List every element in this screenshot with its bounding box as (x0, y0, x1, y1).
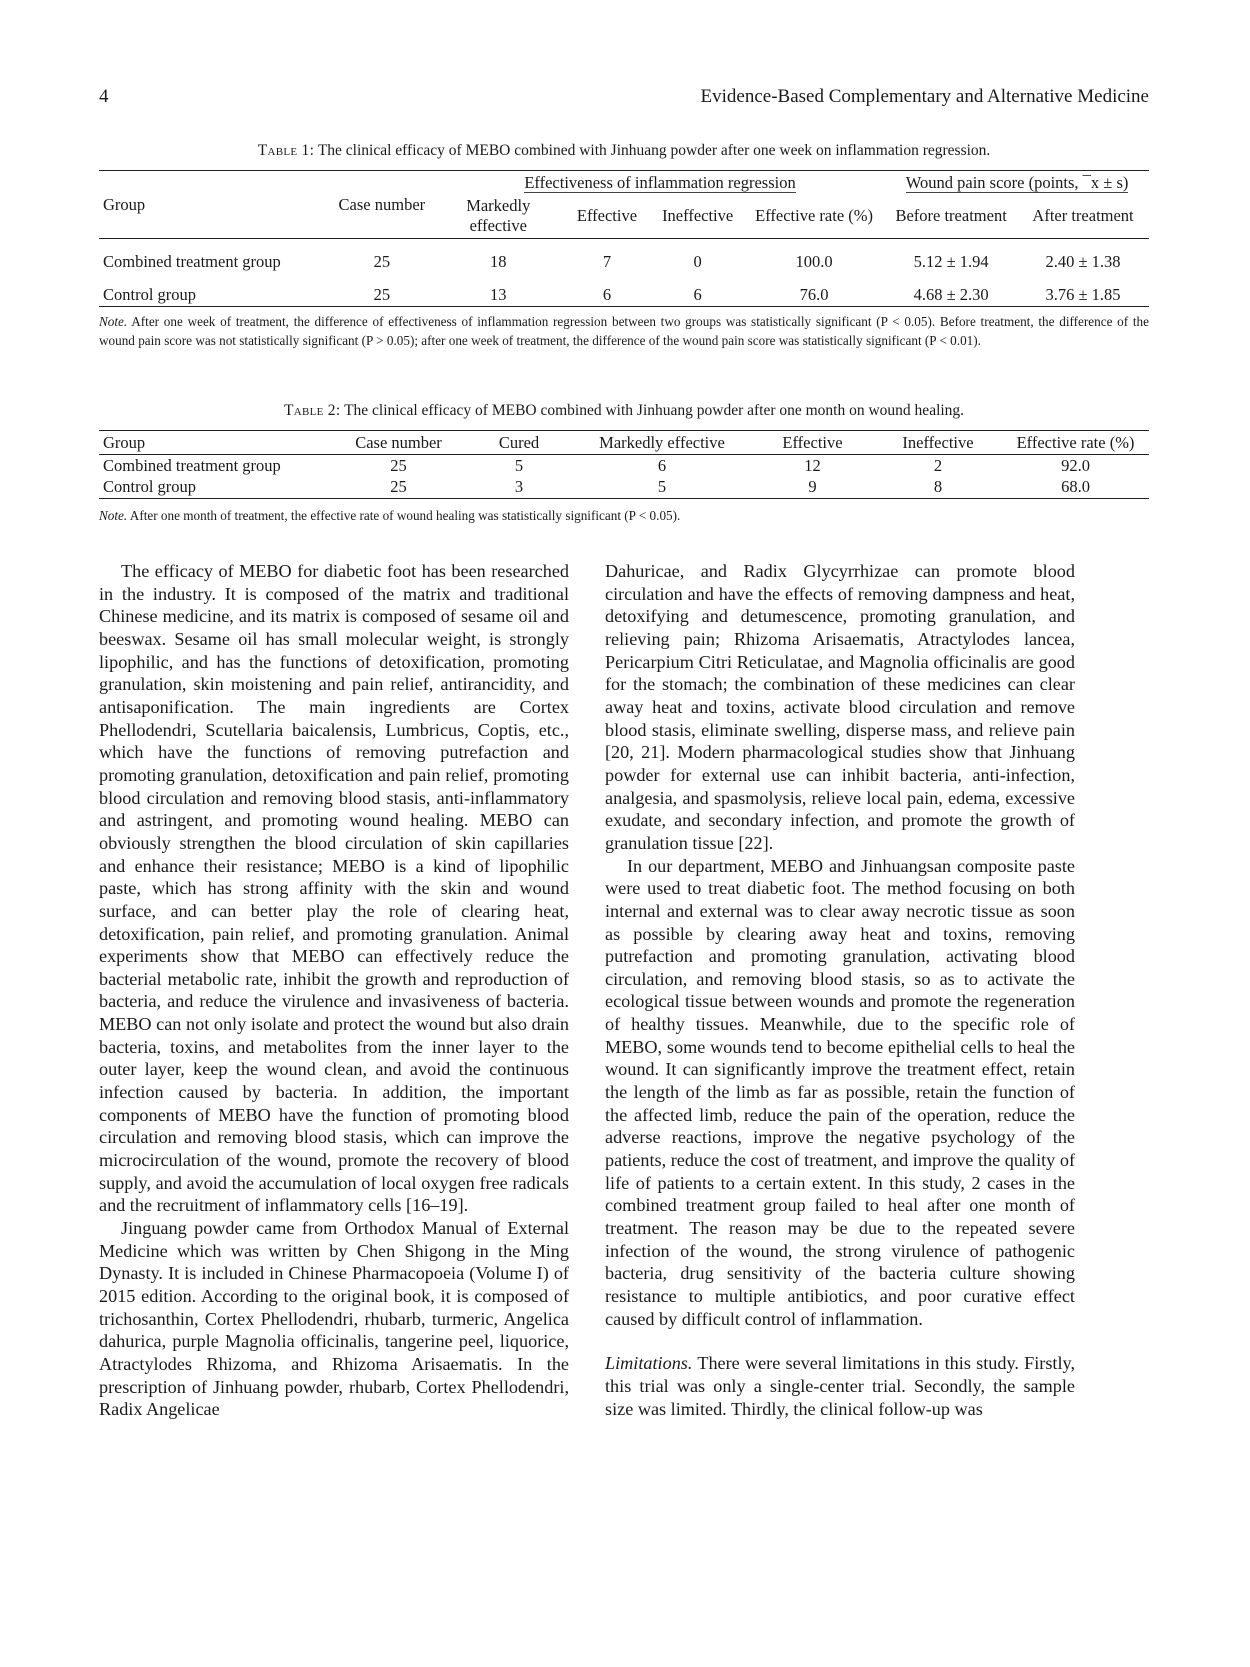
t2-head-group: Group (99, 431, 332, 455)
t1-r1-effective: 7 (602, 251, 612, 271)
t2-r2-effective: 9 (751, 477, 874, 499)
table1-caption (99, 142, 1149, 160)
t2-head-rate: Effective rate (%) (1002, 431, 1149, 455)
t1-r2-ineffective: 6 (652, 285, 743, 307)
paragraph-department-method: In our department, MEBO and Jinhuangsan composite paste were used to treat diabetic foot. The method focusing on both internal and external was to clear away necrotic tissue as soon as possible by clearing away heat and toxins, removing putrefaction and promoting granulation, activating blood circulation, and removing blood stasis, so as to activate the ecological tissue between wounds and promote the regeneration of healthy tissues. Meanwhile, due to the specific role of MEBO, some wounds tend to become epithelial cells to heal the wound. It can significantly improve the treatment effect, retain the length of the limb as far as possible, retain the function of the affected limb, reduce the pain of the operation, reduce the adverse reactions, improve the negative psychology of the patients, reduce the cost of treatment, and improve the quality of life of patients to a certain extent. In this study, 2 cases in the combined treatment group failed to heal after one month of treatment. The reason may be due to the repeated severe infection of the wound, the strong virulence of pathogenic bacteria, drug sensitivity of the bacteria culture showing resistance to multiple antibiotics, and poor curative effect caused by difficult control of inflammation. (605, 855, 1075, 1329)
table-row (99, 285, 1149, 307)
page-number: 4 (99, 86, 109, 107)
t1-r2-markedly: 13 (435, 285, 562, 307)
t1-r2-after: 3.76 ± 1.85 (1017, 285, 1149, 307)
t1-head-before: Before treatment (895, 206, 1007, 226)
table1 (99, 170, 1149, 307)
t2-r2-markedly: 5 (573, 477, 751, 499)
paragraph-prescription-effects: Dahuricae, and Radix Glycyrrhizae can promote blood circulation and have the effects of removing dampness and heat, detoxifying and detumescence, promoting granulation, and relieving pain; Rhizoma Arisaematis, Atractylodes lancea, Pericarpium Citri Reticulatae, and Magnolia officinalis are good for the stomach; the combination of these medicines can clear away heat and toxins, activate blood circulation and remove blood stasis, eliminate swelling, disperse mass, and relieve pain [20, 21]. Modern pharmacological studies show that Jinhuang powder for external use can inhibit bacteria, anti-infection, analgesia, and spasmolysis, relieve local pain, edema, excessive exudate, and secondary infection, and promote the growth of granulation tissue [22]. (605, 561, 1075, 853)
t1-r1-before: 5.12 ± 1.94 (913, 251, 989, 271)
t2-r2-rate: 68.0 (1002, 477, 1149, 499)
left-column (99, 560, 569, 1421)
t1-r2-group: Control group (99, 285, 329, 307)
table2-note-label: Note. (99, 508, 128, 523)
t1-r1-after: 2.40 ± 1.38 (1045, 251, 1121, 271)
table1-caption-text: The clinical efficacy of MEBO combined with Jinhuang powder after one week on inflammation regression. (317, 142, 991, 159)
table1-note-label: Note. (99, 314, 128, 329)
t2-head-markedly: Markedly effective (573, 431, 751, 455)
t1-r2-before: 4.68 ± 2.30 (885, 285, 1017, 307)
t2-head-effective: Effective (751, 431, 874, 455)
paragraph-limitations (605, 1352, 1075, 1420)
t2-head-case: Case number (332, 431, 465, 455)
t2-r1-group: Combined treatment group (103, 455, 281, 475)
table1-label: Table 1: (257, 142, 315, 159)
table-row (99, 477, 1149, 499)
t2-r1-cured: 5 (514, 455, 524, 475)
t2-r1-effective: 12 (804, 455, 821, 475)
table-row (99, 239, 1149, 285)
limitations-text: There were several limitations in this study. Firstly, this trial was only a single-center trial. Secondly, the sample size was limited. Thirdly, the clinical follow-up was (605, 1353, 1075, 1419)
t1-head-pain: Wound pain score (points, ¯x ± s) (885, 171, 1149, 195)
table2-note (99, 506, 1149, 525)
limitations-label: Limitations. (605, 1353, 693, 1374)
right-column (605, 560, 1075, 1420)
t2-r1-rate: 92.0 (1061, 455, 1090, 475)
t2-r1-n: 25 (390, 455, 407, 475)
t2-r1-markedly: 6 (657, 455, 667, 475)
t2-r2-ineffective: 8 (874, 477, 1002, 499)
t1-r1-ineffective: 0 (693, 251, 702, 271)
t1-r2-rate: 76.0 (743, 285, 885, 307)
t2-r2-group: Control group (99, 477, 332, 499)
table1-note-text: After one week of treatment, the difference of effectiveness of inflammation regression between two groups was statistically significant (P < 0.05). Before treatment, the difference of the wound pain score was not statistically significant (P > 0.05); after one week of treatment, the difference of the wound pain score was statistically significant (P < 0.01). (99, 314, 1149, 348)
t2-r1-ineffective: 2 (933, 455, 943, 475)
table-row (99, 455, 1149, 477)
table2-caption (99, 402, 1149, 420)
t2-r2-cured: 3 (465, 477, 573, 499)
t2-r2-n: 25 (332, 477, 465, 499)
t1-head-rate: Effective rate (%) (755, 206, 874, 226)
t1-r1-n: 25 (373, 251, 391, 271)
t1-head-effective: Effective (576, 206, 638, 226)
page-header (99, 86, 1149, 112)
t1-head-ineffective: Ineffective (662, 206, 734, 226)
t1-head-case: Case number (329, 171, 435, 239)
t1-r1-rate: 100.0 (795, 251, 833, 271)
table2-label: Table 2: (283, 402, 341, 419)
t2-head-cured: Cured (465, 431, 573, 455)
table2-note-text: After one month of treatment, the effective rate of wound healing was statistically significant (P < 0.05). (129, 508, 681, 523)
table1-note (99, 312, 1149, 350)
t1-r1-group: Combined treatment group (103, 251, 281, 271)
journal-title: Evidence-Based Complementary and Alternative Medicine (700, 86, 1149, 107)
table2 (99, 430, 1149, 499)
t1-head-group: Group (99, 171, 329, 239)
paragraph-jinguang-origin: Jinguang powder came from Orthodox Manual of External Medicine which was written by Chen Shigong in the Ming Dynasty. It is included in Chinese Pharmacopoeia (Volume I) of 2015 edition. According to the original book, it is composed of trichosanthin, Cortex Phellodendri, rhubarb, turmeric, Angelica dahurica, purple Magnolia officinalis, tangerine peel, liquorice, Atractylodes Rhizoma, and Rhizoma Arisaematis. In the prescription of Jinhuang powder, rhubarb, Cortex Phellodendri, Radix Angelicae (99, 1218, 569, 1420)
t1-head-inflammation: Effectiveness of inflammation regression (435, 171, 885, 195)
table2-caption-text: The clinical efficacy of MEBO combined with Jinhuang powder after one month on wound healing. (344, 402, 965, 419)
t1-r1-markedly: 18 (490, 251, 507, 271)
t1-r2-effective: 6 (562, 285, 653, 307)
paragraph-mebo-efficacy: The efficacy of MEBO for diabetic foot has been researched in the industry. It is composed of the matrix and traditional Chinese medicine, and its matrix is composed of sesame oil and beeswax. Sesame oil has small molecular weight, is strongly lipophilic, and has the functions of detoxification, promoting granulation, skin moistening and pain relief, antirancidity, and antisaponification. The main ingredients are Cortex Phellodendri, Scutellaria baicalensis, Lumbricus, Coptis, etc., which have the functions of removing putrefaction and promoting granulation, detoxification and pain relief, promoting blood circulation and removing blood stasis, anti-inflammatory and astringent, and promoting wound healing. MEBO can obviously strengthen the blood circulation of skin capillaries and enhance their resistance; MEBO is a kind of lipophilic paste, which has strong affinity with the skin and wound surface, and can better play the role of clearing heat, detoxification, pain relief, and promoting granulation. Animal experiments show that MEBO can effectively reduce the bacterial metabolic rate, inhibit the growth and reproduction of bacteria, and reduce the virulence and invasiveness of bacteria. MEBO can not only isolate and protect the wound but also drain bacteria, toxins, and metabolites from the inner layer to the outer layer, keep the wound clean, and avoid the continuous infection caused by bacteria. In addition, the important components of MEBO have the function of promoting blood circulation and removing blood stasis, which can improve the microcirculation of the wound, promote the recovery of blood supply, and avoid the accumulation of local oxygen free radicals and the recruitment of inflammatory cells [16–19]. (99, 561, 569, 1216)
t1-head-markedly: Markedly effective (466, 196, 531, 236)
t1-head-after: After treatment (1032, 206, 1134, 226)
t2-head-ineffective: Ineffective (874, 431, 1002, 455)
t1-r2-n: 25 (329, 285, 435, 307)
